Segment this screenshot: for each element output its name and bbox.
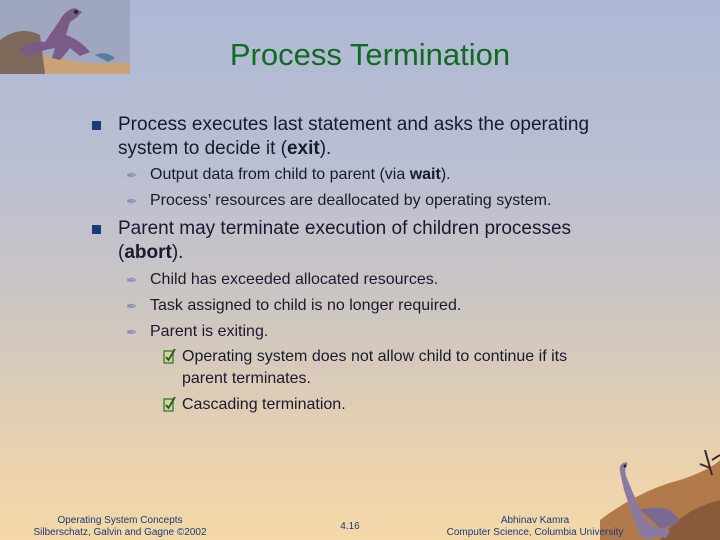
dinosaur-illustration-top bbox=[0, 0, 130, 74]
bullet-text-line2: (abort). bbox=[118, 242, 184, 263]
pen-icon: ✒ bbox=[126, 298, 138, 314]
pen-icon: ✒ bbox=[126, 272, 138, 288]
sub-item: ✒ Task assigned to child is no longer required. bbox=[150, 295, 670, 317]
pen-icon: ✒ bbox=[126, 167, 138, 183]
square-bullet-icon bbox=[92, 121, 101, 130]
checkbox-icon bbox=[163, 348, 176, 364]
footer-authors: Silberschatz, Galvin and Gagne ©2002 bbox=[33, 527, 207, 538]
sub-item: ✒ Child has exceeded allocated resources. bbox=[150, 269, 670, 291]
page-number: 4.16 bbox=[340, 521, 360, 532]
footer-right bbox=[440, 515, 630, 539]
slide-title: Process Termination bbox=[229, 36, 511, 72]
bullet-item bbox=[118, 217, 658, 265]
sub-item: ✒ Output data from child to parent (via wait). bbox=[150, 164, 670, 186]
footer-left bbox=[20, 515, 220, 539]
bullet-text-line2: system to decide it (exit). bbox=[118, 138, 332, 159]
subsub-item: Cascading termination. bbox=[182, 394, 652, 416]
keyword-exit: exit bbox=[286, 138, 320, 159]
square-bullet-icon bbox=[92, 225, 101, 234]
footer-affiliation: Computer Science, Columbia University bbox=[446, 527, 624, 538]
bullet-item bbox=[118, 113, 658, 161]
keyword-abort: abort bbox=[124, 242, 172, 263]
bullet-text-line1: Process executes last statement and asks the operating bbox=[118, 114, 590, 135]
subsub-item: Operating system does not allow child to continue if its parent terminates. bbox=[182, 346, 652, 390]
footer-presenter: Abhinav Kamra bbox=[500, 515, 570, 526]
sub-item: ✒ Process’ resources are deallocated by operating system. bbox=[150, 190, 670, 212]
keyword-wait: wait bbox=[409, 166, 441, 183]
footer-course: Operating System Concepts bbox=[57, 515, 183, 526]
checkbox-icon bbox=[163, 396, 176, 412]
pen-icon: ✒ bbox=[126, 324, 138, 340]
pen-icon: ✒ bbox=[126, 193, 138, 209]
bullet-text-line1: Parent may terminate execution of children processes bbox=[118, 218, 572, 239]
sub-item: ✒ Parent is exiting. bbox=[150, 321, 670, 343]
